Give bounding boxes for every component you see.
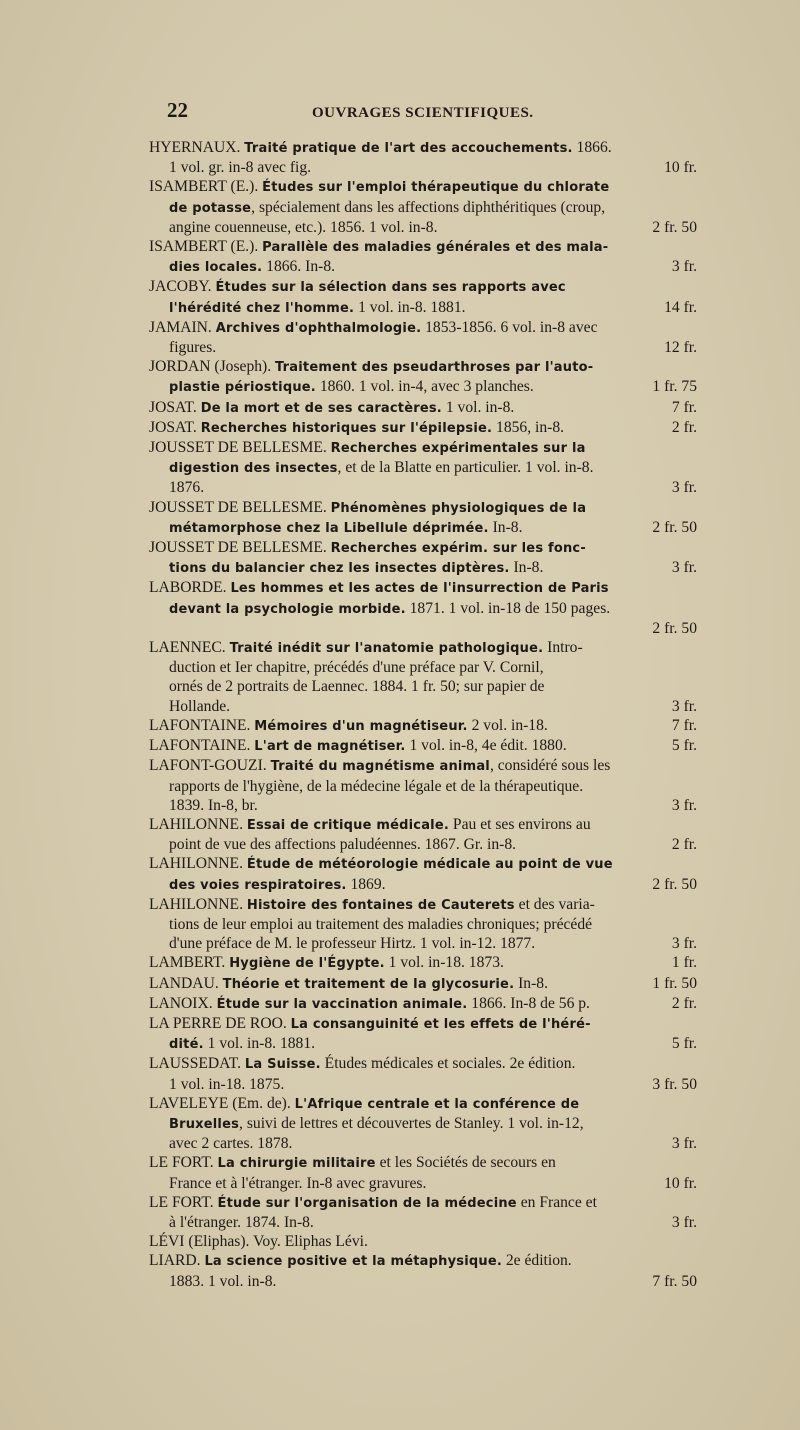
- entry-line: [149, 658, 697, 677]
- entry-line: [149, 974, 697, 994]
- entry-price: 2 fr.: [671, 418, 697, 436]
- entry-price: 1 fr.: [671, 954, 697, 972]
- entry-line: [149, 338, 697, 357]
- entry-details: 2e édition.: [501, 1252, 572, 1270]
- entry-title: Recherches expérimentales sur la: [330, 441, 586, 457]
- entry-author-text: LA PERRE DE ROO.: [149, 1014, 291, 1032]
- catalog-entry: [149, 578, 697, 638]
- entry-title: l'hérédité chez l'homme.: [169, 300, 355, 316]
- entry-line: [149, 578, 697, 598]
- entry-details: 1871. 1 vol. in-18 de 150 pages.: [405, 599, 611, 617]
- catalog-entry: [149, 736, 697, 756]
- entry-text: [149, 278, 566, 295]
- entry-author-text: duction et Ier chapitre, précédés d'une préface par V. Cornil,: [169, 659, 544, 677]
- entry-text: [149, 1252, 572, 1269]
- entry-author-text: LAFONTAINE.: [149, 716, 255, 734]
- entry-title: La Suisse.: [244, 1057, 321, 1073]
- entry-title: dité.: [169, 1037, 204, 1053]
- entry-text: [169, 697, 230, 716]
- entry-line: [149, 218, 697, 237]
- entry-text: [149, 974, 548, 994]
- entry-details: 1 vol. in-8.: [441, 398, 515, 416]
- entry-text: [149, 178, 609, 195]
- catalog-entry: [149, 854, 697, 894]
- entry-author-text: LE FORT.: [149, 1154, 218, 1172]
- entry-text: [149, 1154, 556, 1171]
- entry-details: , et de la Blatte en particulier. 1 vol. in-8.: [337, 459, 594, 477]
- entry-details: 1 vol. in-8, 4e édit. 1880.: [405, 737, 567, 755]
- catalog-entry: [149, 1054, 697, 1093]
- entry-title: Traitement des pseudarthroses par l'auto-: [275, 360, 594, 376]
- entry-details: 1 vol. in-8. 1881.: [203, 1035, 316, 1053]
- entry-price: 3 fr.: [671, 697, 697, 715]
- entry-author-text: JOSAT.: [149, 418, 201, 436]
- catalog-entry: [149, 398, 697, 418]
- entry-price: 3 fr.: [671, 1213, 697, 1231]
- entry-line: [149, 895, 697, 915]
- entry-line: [149, 177, 697, 197]
- entry-author-text: LAVELEYE (Em. de).: [149, 1094, 295, 1112]
- entry-title: Théorie et traitement de la glycosurie.: [222, 976, 515, 992]
- entry-text: [169, 558, 543, 578]
- catalog-entry: [149, 815, 697, 854]
- entry-line: [149, 478, 697, 497]
- entry-text: [149, 1055, 575, 1072]
- entry-author-text: JOUSSET DE BELLESME.: [149, 498, 331, 516]
- entry-title: Étude de météorologie médicale au point de vue: [246, 857, 613, 873]
- entry-author-text: LAFONTAINE.: [149, 737, 255, 755]
- entry-title: Histoire des fontaines de Cauterets: [246, 897, 515, 913]
- entry-list: [149, 138, 697, 1291]
- entry-text: [169, 796, 258, 815]
- entry-text: [169, 377, 534, 397]
- entry-text: [169, 298, 466, 318]
- entry-title: Traité pratique de l'art des accouchements.: [244, 141, 573, 156]
- entry-text: [149, 994, 590, 1014]
- entry-price: 1 fr. 75: [652, 378, 697, 396]
- running-head: OUVRAGES SCIENTIFIQUES.: [312, 105, 534, 121]
- entry-text: [169, 158, 311, 177]
- entry-text: [149, 816, 591, 833]
- entry-details: 1 vol. in-18. 1873.: [384, 954, 504, 972]
- entry-text: [169, 875, 386, 895]
- entry-details: Intro-: [543, 639, 583, 657]
- entry-author-text: ornés de 2 portraits de Laennec. 1884. 1 fr. 50; sur papier de: [169, 678, 545, 696]
- entry-author-text: LAMBERT.: [149, 954, 230, 972]
- entry-text: [169, 659, 544, 676]
- entry-title: Archives d'ophthalmologie.: [215, 320, 422, 336]
- catalog-entry: [149, 1232, 697, 1251]
- entry-details: 1853-1856. 6 vol. in-8 avec: [421, 318, 598, 336]
- entry-line: [149, 854, 697, 874]
- entry-price: 5 fr.: [671, 737, 697, 755]
- entry-title: Essai de critique médicale.: [246, 817, 449, 833]
- entry-text: [169, 678, 544, 695]
- entry-line: [149, 875, 697, 895]
- entry-author-text: JOSAT.: [149, 398, 201, 416]
- entry-line: [149, 1075, 697, 1094]
- entry-author-text: JOUSSET DE BELLESME.: [149, 539, 331, 557]
- catalog-entry: [149, 438, 697, 498]
- entry-line: [149, 796, 697, 815]
- entry-price: 1 fr. 50: [652, 974, 697, 992]
- entry-author-text: 1876.: [169, 479, 205, 497]
- entry-details: , suivi de lettres et découvertes de Stanley. 1 vol. in-12,: [239, 1114, 584, 1132]
- entry-author-text: JORDAN (Joseph).: [149, 358, 276, 376]
- entry-details: 1860. 1 vol. in-4, avec 3 planches.: [315, 378, 534, 396]
- entry-line: [149, 815, 697, 835]
- entry-line: [149, 736, 697, 756]
- entry-title: Phénomènes physiologiques de la: [330, 500, 587, 516]
- entry-details: 1866. In-8.: [262, 258, 336, 276]
- entry-details: Pau et ses environs au: [449, 815, 591, 833]
- catalog-entry: [149, 357, 697, 397]
- entry-price: 3 fr.: [671, 796, 697, 814]
- entry-title: Les hommes et les actes de l'insurrection de Paris: [230, 581, 609, 597]
- entry-line: [149, 298, 697, 318]
- entry-line: [149, 677, 697, 696]
- entry-author-text: figures.: [169, 339, 217, 357]
- entry-title: Études sur l'emploi thérapeutique du chlorate: [262, 180, 610, 196]
- catalog-entry: [149, 318, 697, 357]
- entry-details: In-8.: [514, 974, 548, 992]
- entry-line: [149, 357, 697, 377]
- entry-title: De la mort et de ses caractères.: [200, 400, 442, 416]
- entry-price: 2 fr.: [671, 836, 697, 854]
- entry-line: [149, 619, 697, 638]
- entry-title: tions du balancier chez les insectes diptères.: [169, 561, 510, 577]
- entry-line: [149, 398, 697, 418]
- entry-author-text: LAHILONNE.: [149, 855, 247, 873]
- entry-text: [169, 1174, 426, 1193]
- entry-price: 10 fr.: [664, 1174, 697, 1192]
- catalog-entry: [149, 1193, 697, 1232]
- entry-text: [169, 478, 204, 497]
- entry-author-text: LAUSSEDAT.: [149, 1055, 245, 1073]
- entry-text: [169, 338, 216, 357]
- entry-author-text: d'une préface de M. le professeur Hirtz. 1 vol. in-12. 1877.: [169, 935, 536, 953]
- catalog-entry: [149, 138, 697, 177]
- entry-details: , considéré sous les: [489, 757, 611, 775]
- entry-author-text: LÉVI (Eliphas). Voy. Eliphas Lévi.: [149, 1233, 368, 1251]
- entry-text: [149, 1194, 597, 1211]
- catalog-entry: [149, 418, 697, 438]
- entry-title: Parallèle des maladies générales et des mala-: [262, 240, 609, 256]
- entry-title: métamorphose chez la Libellule déprimée.: [169, 520, 489, 536]
- entry-line: [149, 1114, 697, 1134]
- entry-author-text: 1883. 1 vol. in-8.: [169, 1272, 277, 1290]
- entry-author-text: avec 2 cartes. 1878.: [169, 1135, 293, 1153]
- entry-author-text: HYERNAUX.: [149, 139, 245, 156]
- entry-text: [169, 218, 437, 237]
- entry-text: [169, 459, 593, 476]
- entry-text: [149, 418, 564, 438]
- entry-text: [169, 199, 605, 216]
- entry-title: Recherches historiques sur l'épilepsie.: [200, 420, 493, 436]
- entry-text: [149, 238, 608, 255]
- entry-line: [149, 1034, 697, 1054]
- entry-price: 12 fr.: [664, 339, 697, 357]
- entry-details: 1866. In-8 de 56 p.: [467, 994, 590, 1012]
- entry-author-text: point de vue des affections paludéennes. 1867. Gr. in-8.: [169, 836, 517, 854]
- entry-price: 3 fr.: [671, 935, 697, 953]
- entry-price: 7 fr. 50: [652, 1272, 697, 1290]
- entry-line: [149, 934, 697, 953]
- entry-author-text: JACOBY.: [149, 278, 216, 296]
- entry-line: [149, 538, 697, 558]
- entry-line: [149, 277, 697, 297]
- entry-text: [169, 778, 583, 795]
- entry-author-text: 1839. In-8, br.: [169, 796, 258, 814]
- entry-text: [149, 398, 514, 418]
- page-content: [149, 98, 697, 1291]
- entry-title: La chirurgie militaire: [217, 1156, 376, 1172]
- entry-details: 1869.: [346, 875, 386, 893]
- entry-price: 2 fr. 50: [652, 518, 697, 536]
- entry-line: [149, 697, 697, 716]
- entry-text: [149, 319, 598, 336]
- entry-title: Traité inédit sur l'anatomie pathologique.: [229, 641, 544, 657]
- entry-title: L'art de magnétiser.: [254, 739, 406, 755]
- entry-details: 2 vol. in-18.: [467, 716, 548, 734]
- entry-line: [149, 638, 697, 658]
- catalog-entry: [149, 895, 697, 954]
- catalog-entry: [149, 1094, 697, 1154]
- entry-line: [149, 1213, 697, 1232]
- entry-title: dies locales.: [169, 260, 263, 276]
- entry-author-text: LAHILONNE.: [149, 895, 247, 913]
- entry-line: [149, 257, 697, 277]
- entry-author-text: à l'étranger. 1874. In-8.: [169, 1213, 314, 1231]
- entry-text: [149, 499, 586, 516]
- entry-title: Étude sur la vaccination animale.: [216, 996, 468, 1012]
- catalog-entry: [149, 974, 697, 994]
- entry-line: [149, 558, 697, 578]
- entry-title: Recherches expérim. sur les fonc-: [330, 541, 586, 557]
- entry-line: [149, 716, 697, 736]
- entry-title: de potasse: [169, 200, 252, 216]
- entry-line: [149, 498, 697, 518]
- entry-author-text: LAFONT-GOUZI.: [149, 757, 271, 775]
- entry-author-text: rapports de l'hygiène, de la médecine légale et de la thérapeutique.: [169, 777, 584, 795]
- entry-text: [149, 1095, 579, 1112]
- entry-title: Traité du magnétisme animal: [270, 759, 490, 775]
- entry-text: [149, 855, 613, 872]
- catalog-entry: [149, 716, 697, 736]
- entry-text: [169, 835, 516, 854]
- entry-author-text: tions de leur emploi au traitement des maladies chroniques; précédé: [169, 915, 593, 933]
- entry-price: 3 fr.: [671, 479, 697, 497]
- entry-text: [169, 1272, 276, 1291]
- entry-author-text: 1 vol. gr. in-8 avec fig.: [169, 159, 312, 177]
- entry-line: [149, 438, 697, 458]
- entry-author-text: ISAMBERT (E.).: [149, 238, 263, 256]
- entry-author-text: LAHILONNE.: [149, 815, 247, 833]
- entry-author-text: LAENNEC.: [149, 639, 230, 657]
- entry-line: [149, 1174, 697, 1193]
- catalog-entry: [149, 498, 697, 538]
- entry-text: [169, 518, 522, 538]
- entry-author-text: JAMAIN.: [149, 318, 216, 336]
- entry-price: 14 fr.: [664, 298, 697, 316]
- entry-title: des voies respiratoires.: [169, 877, 347, 893]
- catalog-entry: [149, 638, 697, 716]
- entry-line: [149, 158, 697, 177]
- entry-title: La science positive et la métaphysique.: [204, 1254, 502, 1270]
- entry-title: Hygiène de l'Égypte.: [229, 956, 385, 972]
- entry-details: 1856, in-8.: [492, 418, 565, 436]
- entry-line: [149, 1153, 697, 1173]
- catalog-entry: [149, 953, 697, 973]
- entry-text: [169, 257, 335, 277]
- entry-text: [149, 1233, 368, 1250]
- entry-details: 1 vol. in-8. 1881.: [354, 298, 466, 316]
- entry-author-text: Hollande.: [169, 697, 231, 715]
- catalog-entry: [149, 1014, 697, 1054]
- entry-line: [149, 915, 697, 934]
- entry-price: 7 fr.: [671, 398, 697, 416]
- entry-text: [169, 916, 592, 933]
- entry-price: 3 fr.: [671, 258, 697, 276]
- page-number: 22: [167, 98, 188, 122]
- entry-text: [169, 1134, 292, 1153]
- entry-text: [149, 139, 612, 156]
- entry-price: 10 fr.: [664, 159, 697, 177]
- entry-line: [149, 458, 697, 478]
- entry-text: [149, 579, 609, 596]
- entry-text: [149, 757, 610, 774]
- entry-line: [149, 1054, 697, 1074]
- entry-author-text: JOUSSET DE BELLESME.: [149, 439, 331, 457]
- entry-title: Étude sur l'organisation de la médecine: [217, 1195, 517, 1211]
- entry-title: La consanguinité et les effets de l'héré-: [290, 1016, 591, 1032]
- entry-text: [169, 934, 535, 953]
- entry-text: [149, 736, 567, 756]
- catalog-entry: [149, 1153, 697, 1192]
- entry-line: [149, 518, 697, 538]
- entry-price: 2 fr. 50: [652, 875, 697, 893]
- entry-line: [149, 237, 697, 257]
- entry-line: [149, 1094, 697, 1114]
- entry-line: [149, 1232, 697, 1251]
- entry-line: [149, 198, 697, 218]
- entry-author-text: LIARD.: [149, 1252, 205, 1270]
- entry-title: plastie périostique.: [169, 380, 316, 396]
- entry-details: , spécialement dans les affections diphthéritiques (croup,: [251, 198, 606, 216]
- entry-author-text: 1 vol. in-18. 1875.: [169, 1075, 285, 1093]
- entry-text: [149, 896, 595, 913]
- catalog-entry: [149, 1251, 697, 1290]
- entry-title: Bruxelles: [169, 1116, 240, 1132]
- entry-author-text: angine couenneuse, etc.). 1856. 1 vol. in-8.: [169, 218, 438, 236]
- entry-title: Études sur la sélection dans ses rapports avec: [215, 280, 566, 296]
- entry-details: en France et: [516, 1193, 597, 1211]
- entry-price: 3 fr.: [671, 1135, 697, 1153]
- entry-line: [149, 377, 697, 397]
- page-header: [149, 98, 697, 132]
- entry-details: et des varia-: [514, 895, 595, 913]
- entry-line: [149, 756, 697, 776]
- entry-text: [149, 716, 548, 736]
- entry-text: [149, 953, 504, 973]
- entry-line: [149, 599, 697, 619]
- entry-line: [149, 835, 697, 854]
- entry-details: Études médicales et sociales. 2e édition.: [320, 1055, 576, 1073]
- entry-line: [149, 418, 697, 438]
- catalog-entry: [149, 538, 697, 578]
- entry-text: [169, 1075, 284, 1094]
- entry-price: 2 fr. 50: [652, 619, 697, 637]
- entry-line: [149, 318, 697, 338]
- catalog-entry: [149, 994, 697, 1014]
- entry-line: [149, 1193, 697, 1213]
- entry-line: [149, 138, 697, 158]
- entry-text: [149, 439, 586, 456]
- entry-line: [149, 777, 697, 796]
- entry-author-text: France et à l'étranger. In-8 avec gravures.: [169, 1174, 427, 1192]
- catalog-entry: [149, 237, 697, 277]
- entry-details: et les Sociétés de secours en: [375, 1154, 556, 1172]
- entry-line: [149, 1251, 697, 1271]
- entry-author-text: LABORDE.: [149, 579, 231, 597]
- entry-line: [149, 994, 697, 1014]
- entry-text: [149, 639, 583, 656]
- entry-price: 2 fr. 50: [652, 218, 697, 236]
- entry-text: [169, 1034, 315, 1054]
- entry-details: In-8.: [509, 559, 544, 577]
- entry-text: [149, 539, 586, 556]
- entry-details: In-8.: [488, 518, 523, 536]
- entry-author-text: LANDAU.: [149, 974, 223, 992]
- entry-line: [149, 953, 697, 973]
- entry-line: [149, 1272, 697, 1291]
- entry-author-text: LANOIX.: [149, 994, 217, 1012]
- entry-line: [149, 1134, 697, 1153]
- entry-text: [169, 1115, 584, 1132]
- entry-details: 1866.: [572, 139, 612, 156]
- catalog-entry: [149, 277, 697, 317]
- catalog-entry: [149, 756, 697, 815]
- entry-title: digestion des insectes: [169, 461, 338, 477]
- entry-price: 7 fr.: [671, 716, 697, 734]
- entry-text: [169, 600, 610, 617]
- catalog-entry: [149, 177, 697, 237]
- entry-text: [169, 1213, 314, 1232]
- entry-text: [149, 1015, 591, 1032]
- entry-text: [149, 358, 593, 375]
- entry-title: Mémoires d'un magnétiseur.: [254, 718, 468, 734]
- entry-price: 3 fr.: [671, 559, 697, 577]
- entry-price: 3 fr. 50: [652, 1075, 697, 1093]
- entry-author-text: LE FORT.: [149, 1193, 218, 1211]
- entry-title: devant la psychologie morbide.: [169, 601, 406, 617]
- entry-line: [149, 1014, 697, 1034]
- entry-title: L'Afrique centrale et la conférence de: [294, 1096, 580, 1112]
- entry-price: 2 fr.: [671, 994, 697, 1012]
- entry-price: 5 fr.: [671, 1035, 697, 1053]
- entry-author-text: ISAMBERT (E.).: [149, 178, 263, 196]
